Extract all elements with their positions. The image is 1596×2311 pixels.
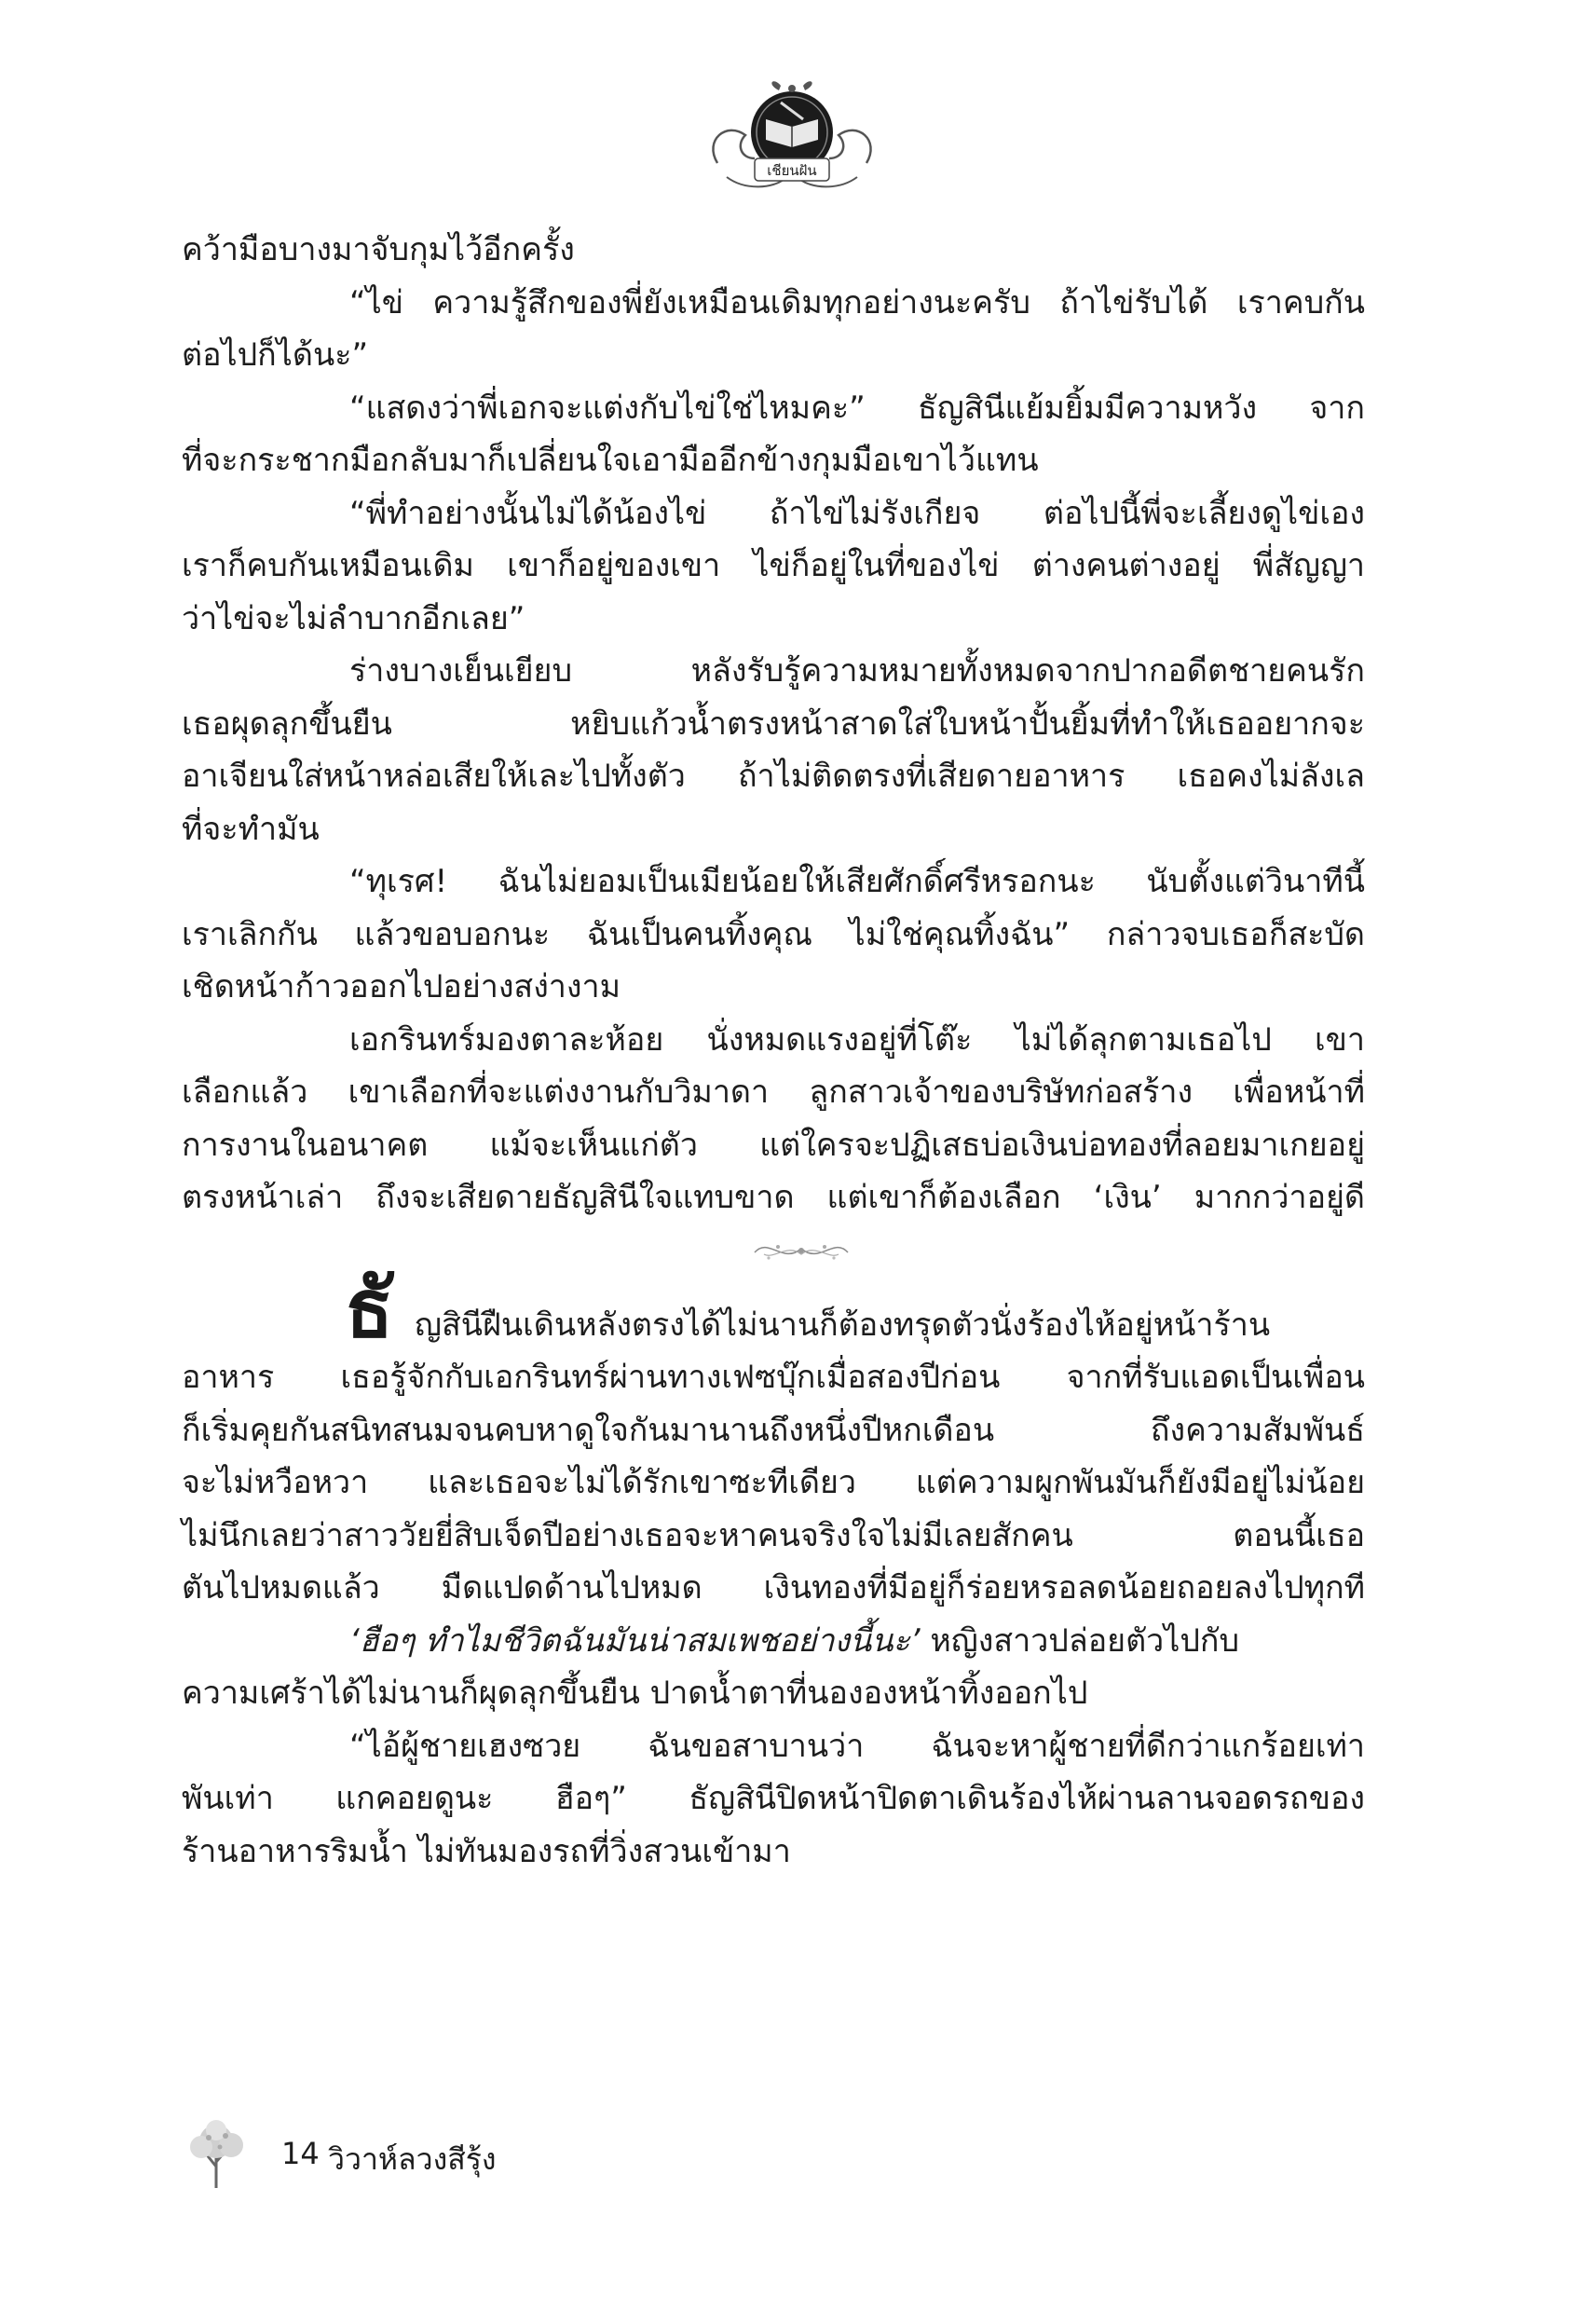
paragraph-line: อาเจียนใส่หน้าหล่อเสียให้เละไปทั้งตัว ถ้าไม่ติดตรงที่เสียดายอาหาร เธอคงไม่ลังเล xyxy=(182,758,1365,795)
drop-cap: ธั xyxy=(345,1261,394,1356)
paragraph-line: ไม่นึกเลยว่าสาววัยยี่สิบเจ็ดปีอย่างเธอจะหาคนจริงใจไม่มีเลยสักคน ตอนนี้เธอ xyxy=(182,1516,1365,1554)
paragraph-line: “ทุเรศ! ฉันไม่ยอมเป็นเมียน้อยให้เสียศักดิ์ศรีหรอกนะ นับตั้งแต่วินาทีนี้ xyxy=(349,863,1365,900)
paragraph-line: เธอผุดลุกขึ้นยืน หยิบแก้วน้ำตรงหน้าสาดใส่ใบหน้าปั้นยิ้มที่ทำให้เธออยากจะ xyxy=(182,704,1365,743)
paragraph-line: อาหาร เธอรู้จักกับเอกรินทร์ผ่านทางเฟซบุ๊กเมื่อสองปีก่อน จากที่รับแอดเป็นเพื่อน xyxy=(182,1359,1365,1396)
paragraph-line: พันเท่า แกคอยดูนะ ฮือๆ” ธัญสินีปิดหน้าปิดตาเดินร้องไห้ผ่านลานจอดรถของ xyxy=(182,1780,1365,1817)
paragraph-line: จะไม่หวือหวา และเธอจะไม่ได้รักเขาซะทีเดียว แต่ความผูกพันมันก็ยังมีอยู่ไม่น้อย xyxy=(182,1464,1365,1501)
paragraph-line: ร้านอาหารริมน้ำ ไม่ทันมองรถที่วิ่งสวนเข้ามา xyxy=(182,1832,791,1870)
paragraph-line: “แสดงว่าพี่เอกจะแต่งกับไข่ใช่ไหมคะ” ธัญสินีแย้มยิ้มมีความหวัง จาก xyxy=(349,389,1365,427)
paragraph-line-text: หญิงสาวปล่อยตัวไปกับ xyxy=(920,1621,1240,1660)
paragraph-line: ที่จะทำมัน xyxy=(182,810,320,848)
page-number: 14 xyxy=(281,2136,320,2171)
paragraph-line: ต่อไปก็ได้นะ” xyxy=(182,336,369,374)
logo-text: เชียนฝัน xyxy=(767,162,817,179)
book-emblem-icon xyxy=(699,65,885,205)
paragraph-line: เชิดหน้าก้าวออกไปอย่างสง่างาม xyxy=(182,968,621,1005)
paragraph-line: “พี่ทำอย่างนั้นไม่ได้น้องไข่ ถ้าไข่ไม่รังเกียจ ต่อไปนี้พี่จะเลี้ยงดูไข่เอง xyxy=(349,494,1365,532)
paragraph-line: เราเลิกกัน แล้วขอบอกนะ ฉันเป็นคนทิ้งคุณ ไม่ใช่คุณทิ้งฉัน” กล่าวจบเธอก็สะบัด xyxy=(182,915,1365,953)
paragraph-line: ที่จะกระชากมือกลับมาก็เปลี่ยนใจเอามืออีกข้างกุมมือเขาไว้แทน xyxy=(182,442,1039,479)
paragraph-line: “ไอ้ผู้ชายเฮงซวย ฉันขอสาบานว่า ฉันจะหาผู้ชายที่ดีกว่าแกร้อยเท่า xyxy=(349,1727,1365,1765)
paragraph-line: เลือกแล้ว เขาเลือกที่จะแต่งงานกับวิมาดา ลูกสาวเจ้าของบริษัทก่อสร้าง เพื่อหน้าที่ xyxy=(182,1073,1365,1111)
book-title: วิวาห์ลวงสีรุ้ง xyxy=(328,2141,497,2177)
paragraph-first-line xyxy=(182,1261,1365,1356)
paragraph-line: ตันไปหมดแล้ว มืดแปดด้านไปหมด เงินทองที่มีอยู่ก็ร่อยหรอลดน้อยถอยลงไปทุกที xyxy=(182,1569,1365,1607)
paragraph-line: คว้ามือบางมาจับกุมไว้อีกครั้ง xyxy=(182,231,575,268)
paragraph-line: การงานในอนาคต แม้จะเห็นแก่ตัว แต่ใครจะปฏิเสธบ่อเงินบ่อทองที่ลอยมาเกยอยู่ xyxy=(182,1126,1365,1164)
paragraph-line: ก็เริ่มคุยกันสนิทสนมจนคบหาดูใจกันมานานถึงหนึ่งปีหกเดือน ถึงความสัมพันธ์ xyxy=(182,1411,1365,1449)
paragraph-line: ความเศร้าได้ไม่นานก็ผุดลุกขึ้นยืน ปาดน้ำตาที่นององหน้าทิ้งออกไป xyxy=(182,1675,1088,1712)
paragraph-line xyxy=(182,1615,1365,1668)
paragraph-line: ตรงหน้าเล่า ถึงจะเสียดายธัญสินีใจแทบขาด แต่เขาก็ต้องเลือก ‘เงิน’ มากกว่าอยู่ดี xyxy=(182,1179,1365,1216)
inner-thought: ‘ฮือๆ ทำไมชีวิตฉันมันน่าสมเพชอย่างนี้นะ’ xyxy=(349,1621,921,1660)
paragraph-line-text: ญสินีฝืนเดินหลังตรงได้ไม่นานก็ต้องทรุดตัวนั่งร้องไห้อยู่หน้าร้าน xyxy=(415,1306,1271,1344)
floral-divider-icon xyxy=(750,1232,853,1269)
page-footer xyxy=(179,2115,738,2190)
paragraph-line: เราก็คบกันเหมือนเดิม เขาก็อยู่ของเขา ไข่ก็อยู่ในที่ของไข่ ต่างคนต่างอยู่ พี่สัญญา xyxy=(182,547,1365,584)
tree-icon xyxy=(179,2115,253,2190)
paragraph-line: ร่างบางเย็นเยียบ หลังรับรู้ความหมายทั้งหมดจากปากอดีตชายคนรัก xyxy=(349,652,1365,690)
paragraph-line: เอกรินทร์มองตาละห้อย นั่งหมดแรงอยู่ที่โต๊ะ ไม่ได้ลุกตามเธอไป เขา xyxy=(349,1020,1365,1059)
paragraph-line: ว่าไข่จะไม่ลำบากอีกเลย” xyxy=(182,599,525,637)
page-body xyxy=(182,224,1365,1878)
paragraph-line: “ไข่ ความรู้สึกของพี่ยังเหมือนเดิมทุกอย่างนะครับ ถ้าไข่รับได้ เราคบกัน xyxy=(349,283,1365,321)
